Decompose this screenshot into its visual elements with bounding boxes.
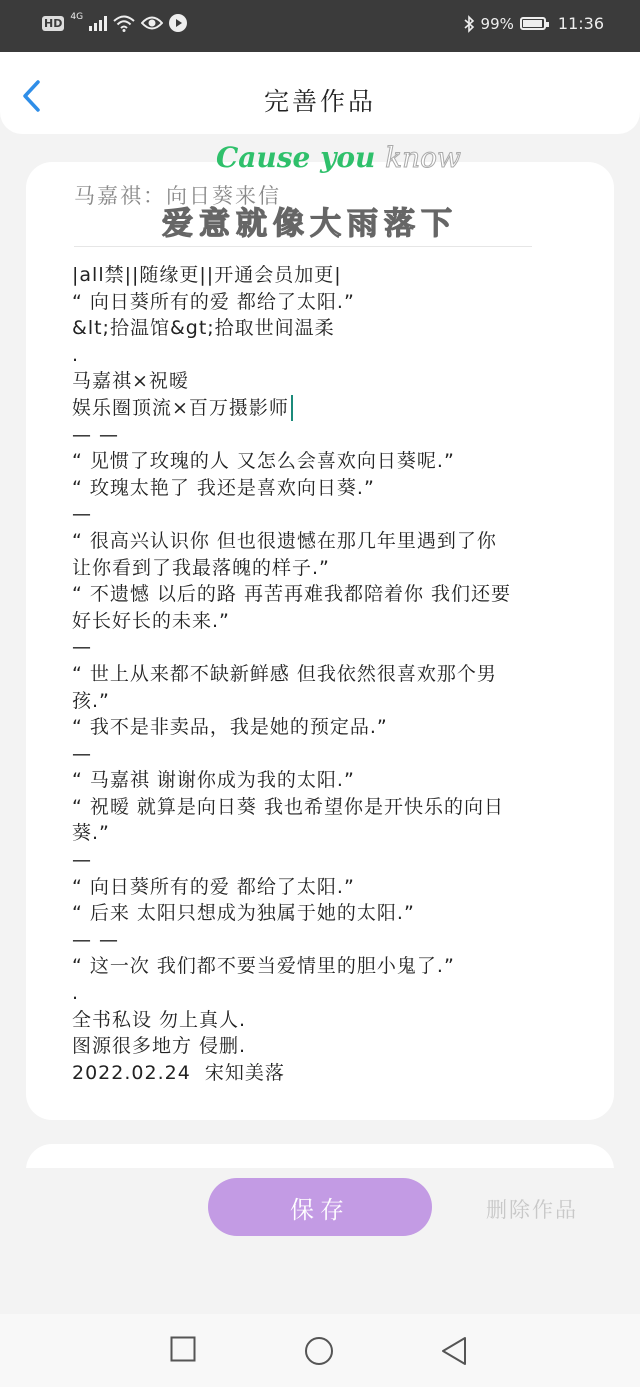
description-line: |all禁||随缘更||开通会员加更| [72,264,342,286]
overlay-caption-cn: 爱意就像大雨落下 [162,206,458,242]
work-title-field[interactable]: 马嘉祺：向日葵来信 [74,184,281,208]
description-line: 葵.” [72,822,110,845]
bluetooth-icon [463,15,475,33]
text-cursor [291,395,293,421]
battery-percent: 99% [480,14,514,33]
description-line: . [72,982,80,1005]
description-line: “ 向日葵所有的爱 都给了太阳.” [72,290,355,313]
description-line: “ 我不是非卖品，我是她的预定品.” [72,716,388,739]
page-header [0,52,640,134]
description-line: “ 祝暧 就算是向日葵 我也希望你是开快乐的向日 [72,795,504,818]
description-line: 图源很多地方 侵删. [72,1035,247,1058]
work-content-card[interactable] [26,162,614,1120]
description-line: 好长好长的未来.” [72,609,230,632]
clock: 11:36 [557,14,604,33]
description-line: 孩.” [72,689,110,712]
description-line: — [72,849,92,872]
delete-work-button[interactable]: 删除作品 [486,1198,578,1222]
description-line: “ 很高兴认识你 但也很遗憾在那几年里遇到了你 [72,529,497,552]
description-line: . [72,343,80,366]
description-line: “ 向日葵所有的爱 都给了太阳.” [72,875,355,898]
description-line: — — [72,423,120,446]
triangle-back-icon [440,1336,468,1366]
wifi-icon [113,14,135,32]
description-line: 2022.02.24 宋知美落 [72,1061,285,1084]
description-line: “ 见惯了玫瑰的人 又怎么会喜欢向日葵呢.” [72,450,455,473]
status-bar [0,0,640,52]
description-line: 娱乐圈顶流×百万摄影师 [72,395,572,422]
description-line: “ 世上从来都不缺新鲜感 但我依然很喜欢那个男 [72,662,497,685]
home-button[interactable] [304,1336,334,1370]
system-nav-bar [0,1314,640,1387]
description-line: “ 玫瑰太艳了 我还是喜欢向日葵.” [72,476,375,499]
recents-button[interactable] [170,1336,196,1366]
divider [74,246,532,247]
network-type: 4G [70,12,84,22]
nav-back-button[interactable] [440,1336,468,1370]
overlay-caption-en-part1: Cause you [216,141,386,174]
battery-icon [520,17,546,30]
description-line: 让你看到了我最落魄的样子.” [72,556,330,579]
description-line: 马嘉祺×祝暧 [72,370,189,393]
eye-icon [141,15,163,31]
description-line: — [72,503,92,526]
signal-icon [89,15,107,31]
description-line: — [72,636,92,659]
square-icon [170,1336,196,1362]
play-icon [169,14,187,32]
circle-icon [304,1336,334,1366]
description-line: “ 不遗憾 以后的路 再苦再难我都陪着你 我们还要 [72,583,512,606]
page-title: 完善作品 [263,87,376,116]
description-line: — [72,742,92,765]
description-line: 全书私设 勿上真人. [72,1008,247,1031]
save-button[interactable]: 保存 [208,1178,432,1236]
work-description-textarea[interactable] [72,262,572,1086]
description-line: “ 马嘉祺 谢谢你成为我的太阳.” [72,769,355,792]
overlay-caption-en-part2: know [385,141,461,174]
hd-icon: HD [44,16,63,30]
description-line: &lt;拾温馆&gt;拾取世间温柔 [72,317,335,340]
description-line: — — [72,928,120,951]
action-bar [0,1168,640,1314]
description-line: “ 这一次 我们都不要当爱情里的胆小鬼了.” [72,955,455,978]
description-line: “ 后来 太阳只想成为独属于她的太阳.” [72,902,415,925]
overlay-caption-en [216,141,461,174]
